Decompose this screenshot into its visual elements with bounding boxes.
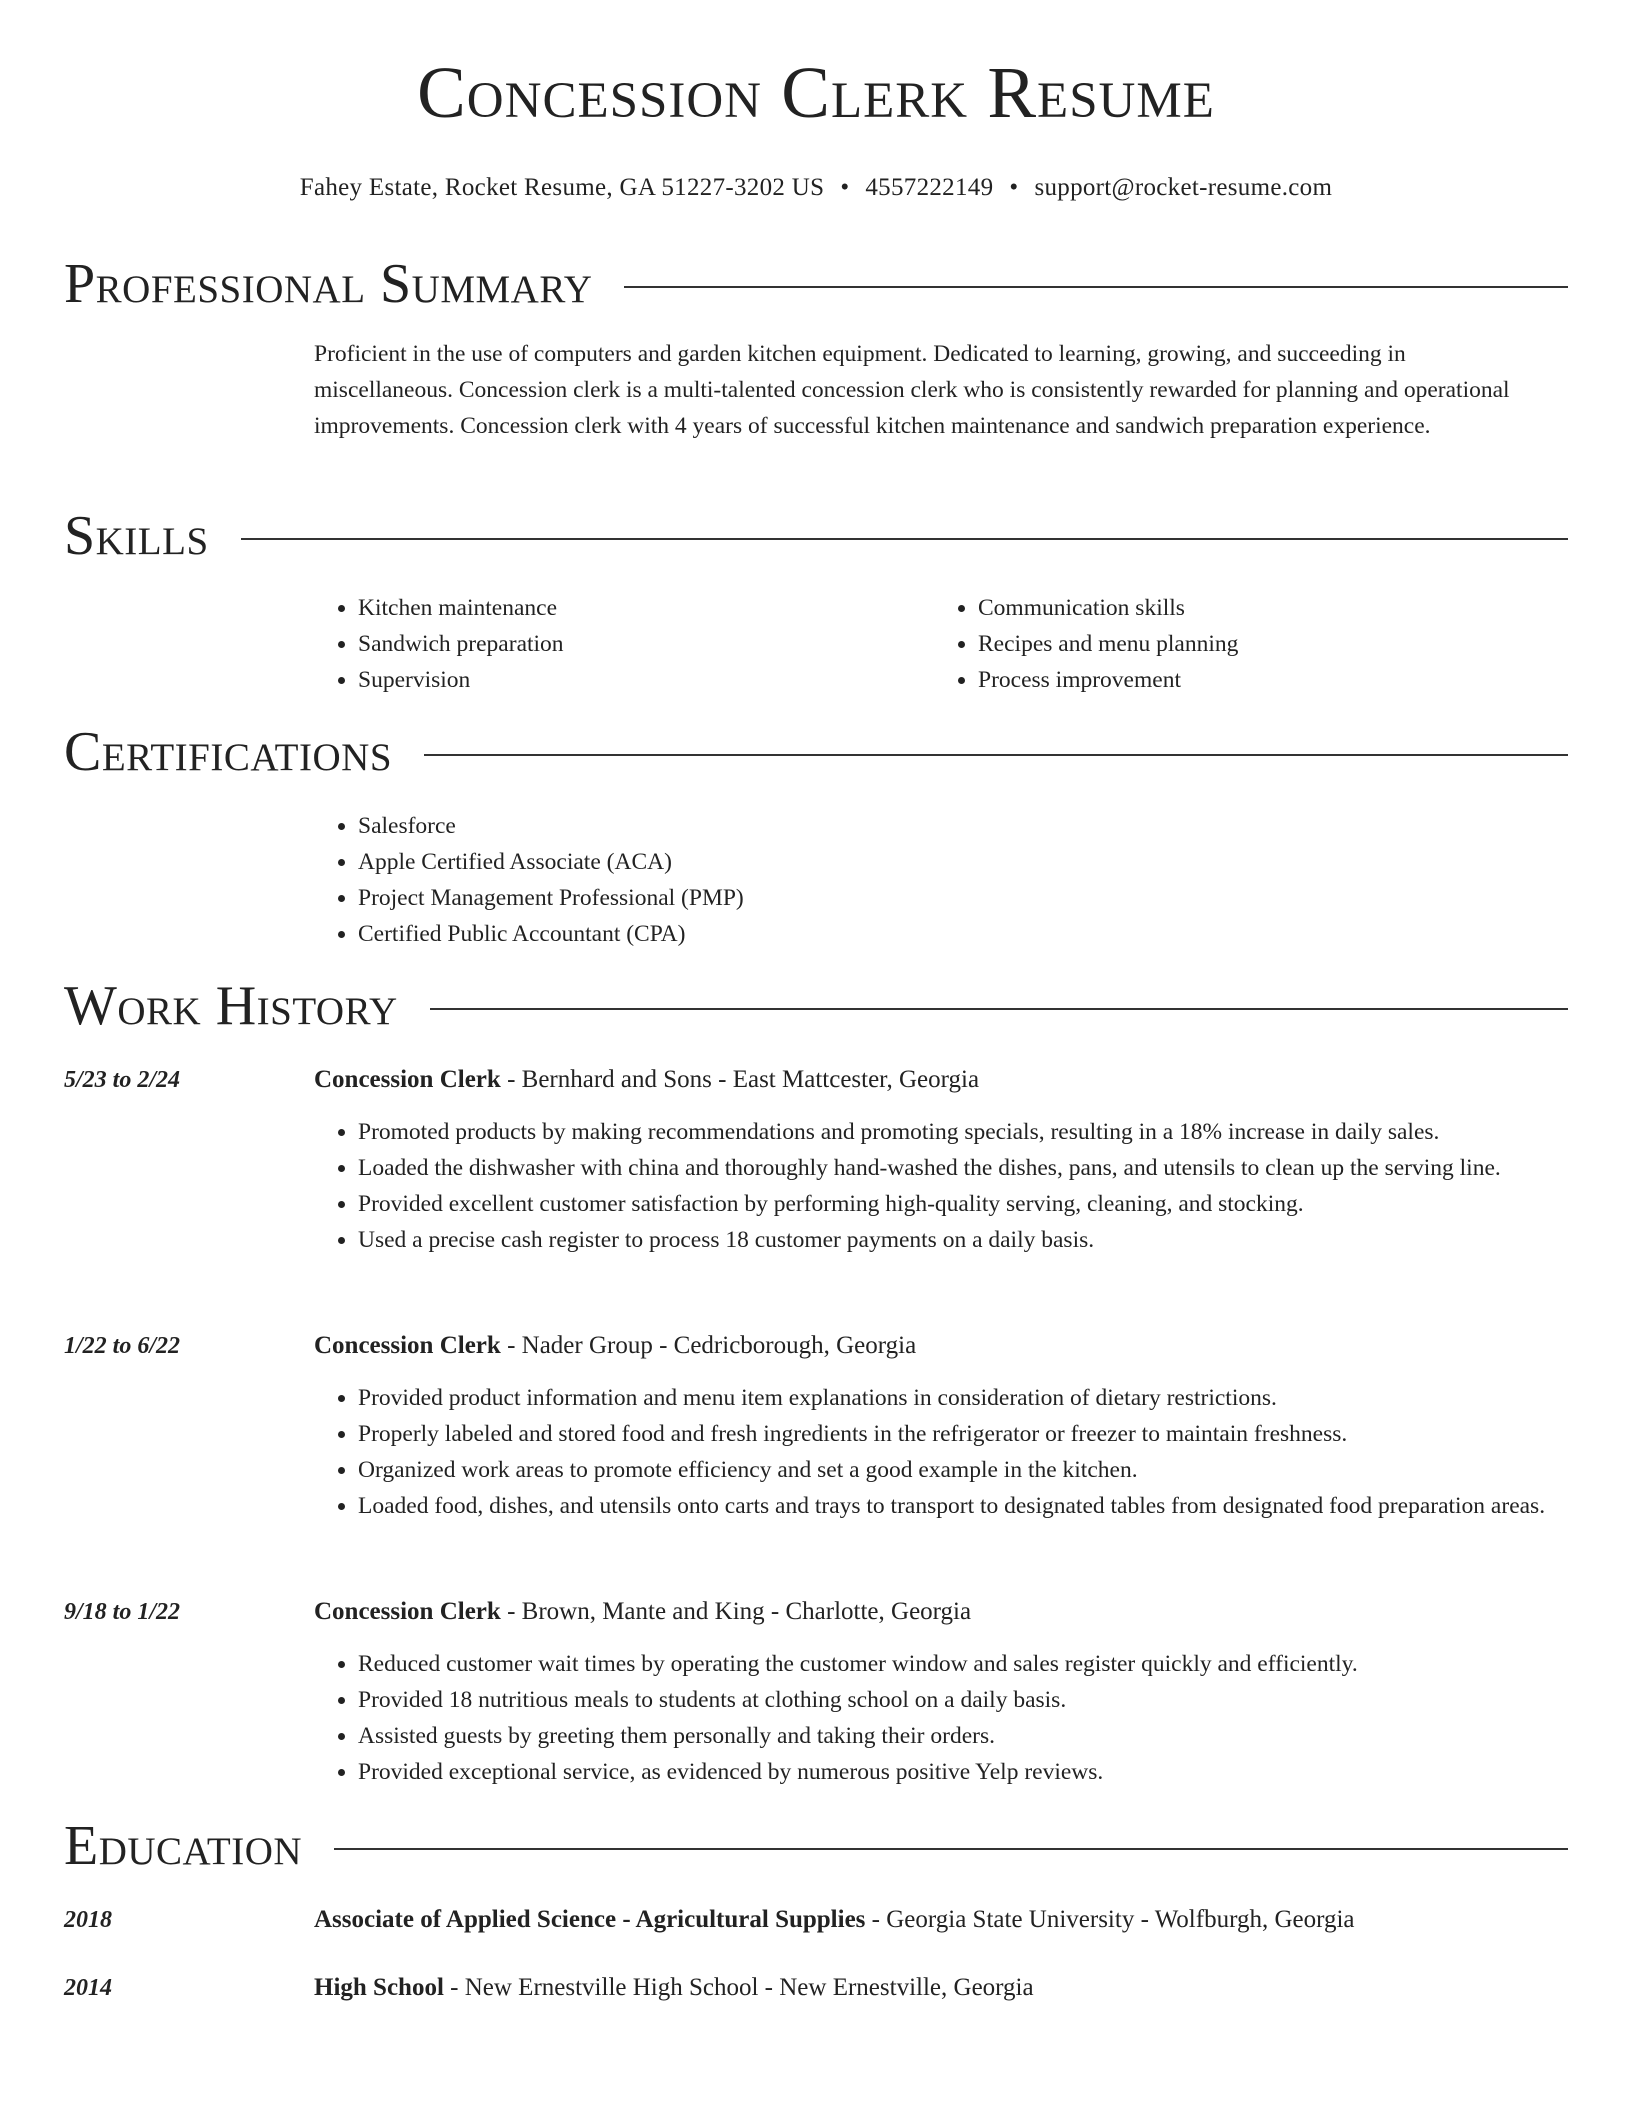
job-title: Concession Clerk	[314, 1066, 501, 1093]
job-bullet: • Provided exceptional service, as evidenced by numerous positive Yelp reviews.	[358, 1754, 1564, 1790]
job-bullet: • Used a precise cash register to process 18 customer payments on a daily basis.	[358, 1222, 1564, 1258]
job-details: - Nader Group - Cedricborough, Georgia	[500, 1332, 917, 1359]
section-header-education	[64, 1815, 1568, 1877]
skill-item: • Communication skills	[978, 590, 1554, 626]
certification-item: • Apple Certified Associate (ACA)	[358, 844, 1554, 880]
section-heading-summary: Professional Summary	[64, 253, 593, 315]
skill-item: • Kitchen maintenance	[358, 590, 934, 626]
section-header-certifications	[64, 721, 1568, 783]
skill-item: • Supervision	[358, 662, 934, 698]
skills-column-right	[934, 590, 1554, 698]
education-date: 2018	[64, 1907, 112, 1933]
certification-item: • Certified Public Accountant (CPA)	[358, 916, 1554, 952]
education-details: - New Ernestville High School - New Ernestville, Georgia	[443, 1974, 1034, 2001]
job-heading	[314, 1328, 916, 1364]
job-bullet: • Provided 18 nutritious meals to students at clothing school on a daily basis.	[358, 1682, 1564, 1718]
job-heading	[314, 1062, 979, 1098]
job-heading	[314, 1594, 971, 1630]
job-bullet: • Promoted products by making recommendations and promoting specials, resulting in a 18% increase in daily sales.	[358, 1114, 1564, 1150]
job-bullet: • Assisted guests by greeting them personally and taking their orders.	[358, 1718, 1564, 1754]
education-degree: Associate of Applied Science - Agricultural Supplies	[314, 1906, 866, 1933]
certifications-list	[314, 808, 1554, 952]
job-bullet: • Reduced customer wait times by operating the customer window and sales register quickly and efficiently.	[358, 1646, 1564, 1682]
contact-separator: •	[1009, 174, 1019, 201]
contact-line	[0, 174, 1632, 202]
job-bullet: • Provided excellent customer satisfaction by performing high-quality serving, cleaning, and stocking.	[358, 1186, 1564, 1222]
job-title: Concession Clerk	[314, 1332, 501, 1359]
section-rule	[334, 1848, 1568, 1850]
contact-email: support@rocket-resume.com	[1034, 174, 1333, 201]
section-rule	[430, 1008, 1568, 1010]
summary-text: Proficient in the use of computers and garden kitchen equipment. Dedicated to learning, growing, and succeeding in miscellaneous. Concession clerk is a multi-talented concession clerk who is consistently rewarded for planning and operational improvements. Concession clerk with 4 years of successful kitchen maintenance and sandwich preparation experience.	[314, 341, 1510, 439]
section-header-summary	[64, 253, 1568, 315]
job-date: 5/23 to 2/24	[64, 1067, 181, 1093]
job-bullet: • Properly labeled and stored food and fresh ingredients in the refrigerator or freezer to maintain freshness.	[358, 1416, 1564, 1452]
skill-item: • Sandwich preparation	[358, 626, 934, 662]
education-degree: High School	[314, 1974, 444, 2001]
job-date: 9/18 to 1/22	[64, 1599, 181, 1625]
job-bullet: • Provided product information and menu item explanations in consideration of dietary restrictions.	[358, 1380, 1564, 1416]
education-date: 2014	[64, 1975, 112, 2001]
job-bullet: • Loaded food, dishes, and utensils onto carts and trays to transport to designated tables from designated food preparation areas.	[358, 1488, 1564, 1524]
certification-item: • Salesforce	[358, 808, 1554, 844]
job-bullet: • Organized work areas to promote efficiency and set a good example in the kitchen.	[358, 1452, 1564, 1488]
resume-title: Concession Clerk Resume	[417, 52, 1215, 133]
education-entry	[314, 1970, 1034, 2006]
job-bullets	[314, 1646, 1564, 1790]
section-heading-education: Education	[64, 1815, 303, 1877]
job-title: Concession Clerk	[314, 1598, 501, 1625]
skills-list	[314, 590, 1554, 698]
section-heading-skills: Skills	[64, 505, 209, 567]
job-bullet: • Loaded the dishwasher with china and thoroughly hand-washed the dishes, pans, and utensils to clean up the serving line.	[358, 1150, 1564, 1186]
certification-item: • Project Management Professional (PMP)	[358, 880, 1554, 916]
skill-item: • Process improvement	[978, 662, 1554, 698]
job-bullets	[314, 1380, 1564, 1524]
section-heading-certifications: Certifications	[64, 721, 393, 783]
skills-column-left	[314, 590, 934, 698]
contact-separator: •	[840, 174, 850, 201]
job-bullets	[314, 1114, 1564, 1258]
skill-item: • Recipes and menu planning	[978, 626, 1554, 662]
education-details: - Georgia State University - Wolfburgh, Georgia	[865, 1906, 1355, 1933]
section-rule	[241, 538, 1568, 540]
education-entry	[314, 1902, 1355, 1938]
job-details: - Bernhard and Sons - East Mattcester, Georgia	[500, 1066, 980, 1093]
section-header-work-history	[64, 975, 1568, 1037]
section-header-skills	[64, 505, 1568, 567]
section-rule	[424, 754, 1568, 756]
section-heading-work-history: Work History	[64, 975, 398, 1037]
contact-phone: 4557222149	[865, 174, 994, 201]
section-rule	[624, 286, 1568, 288]
job-date: 1/22 to 6/22	[64, 1333, 181, 1359]
contact-address: Fahey Estate, Rocket Resume, GA 51227-3202 US	[299, 174, 825, 201]
job-details: - Brown, Mante and King - Charlotte, Georgia	[500, 1598, 972, 1625]
